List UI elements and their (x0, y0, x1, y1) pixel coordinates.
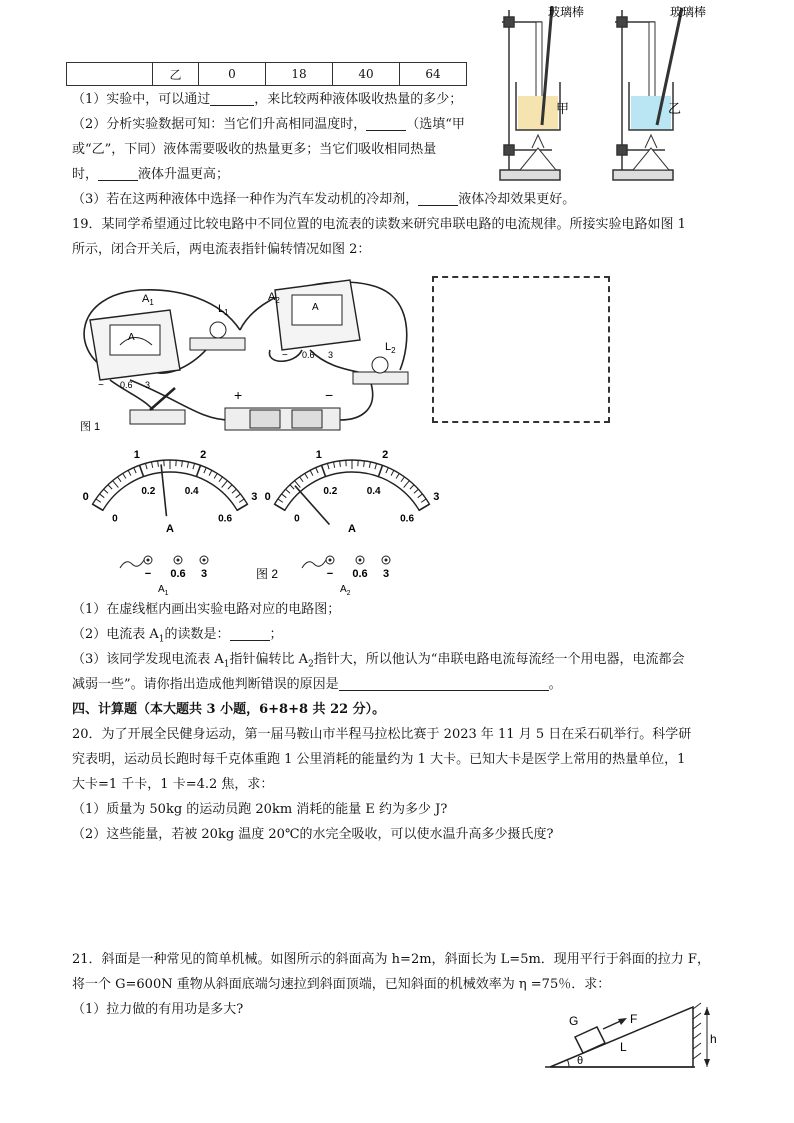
terminal-label: 3 (200, 568, 208, 580)
text: 。 (548, 677, 562, 692)
text: （3）若在这两种液体中选择一种作为汽车发动机的冷却剂， (72, 192, 419, 207)
terminal-label: 0.6 (120, 380, 133, 390)
dial-bottom-label: 0.4 (184, 485, 199, 497)
terminal-label: 0.6 (352, 568, 368, 580)
dial-top-label: 3 (433, 491, 440, 504)
q18-part3 (72, 191, 575, 209)
q21-line2: 将一个 G=600N 重物从斜面底端匀速拉到斜面顶端，已知斜面的机械效率为 η =75％．求： (72, 977, 611, 992)
answer-blank (210, 91, 254, 106)
length-label: L (620, 1040, 627, 1054)
text: ； (269, 627, 283, 642)
q20-line1: 20．为了开展全民健身运动，第一届马鞍山市半程马拉松比赛于 2023 年 11 月 5 日在采石矶举行。科学研 (72, 727, 692, 742)
table-cell: 0 (199, 63, 266, 86)
dial-unit: A (166, 523, 174, 535)
burner-left (520, 135, 556, 170)
dial-top-label: 0 (82, 491, 89, 504)
section-4-heading: 四、计算题（本大题共 3 小题，6+8+8 共 22 分）。 (72, 702, 386, 717)
terminal-label: 3 (328, 350, 334, 360)
dial-bottom-label: 0.2 (141, 485, 156, 497)
incline-figure (545, 1003, 725, 1075)
q21-part1: （1）拉力做的有用功是多大? (72, 1002, 244, 1017)
text: （3）该同学发现电流表 A (72, 652, 224, 667)
q19-line2: 所示，闭合开关后，两电流表指针偏转情况如图 2： (72, 242, 371, 257)
dial-name: $A_1$ (158, 584, 169, 597)
dial-bottom-label: 0.6 (218, 513, 233, 525)
battery (225, 387, 340, 430)
terminal-dot (359, 559, 362, 562)
force-label: F (630, 1012, 638, 1026)
subscript: 1 (158, 634, 165, 645)
terminal-dot (385, 559, 388, 562)
battery-minus: − (325, 387, 334, 403)
terminal-label: 3 (145, 380, 151, 390)
dial-top-label: 1 (133, 448, 140, 461)
q20-part2: （2）这些能量，若被 20kg 温度 20℃的水完全吸收，可以使水温升高多少摄氏度? (72, 827, 554, 842)
dial-top-label: 2 (200, 448, 207, 461)
height-label: h (710, 1032, 717, 1046)
data-table (66, 62, 467, 86)
terminal-label: 3 (382, 568, 390, 580)
rod-label: 玻璃棒 (548, 5, 585, 19)
text: 减弱一些”。请你指出造成他判断错误的原因是 (72, 677, 339, 692)
ammeter-a2 (268, 280, 360, 361)
q19-part2 (72, 626, 283, 649)
dial-bottom-label: 0.4 (366, 485, 381, 497)
q19-line1: 19．某同学希望通过比较电路中不同位置的电流表的读数来研究串联电路的电流规律。所接实验电路如图 1 (72, 217, 686, 232)
text: （2）电流表 A (72, 627, 159, 642)
subscript: 2 (308, 659, 314, 670)
dial-top-label: 0 (264, 491, 271, 504)
q18-part1 (72, 91, 462, 109)
lead-wire (120, 560, 144, 568)
weight-label: G (569, 1014, 579, 1028)
text: 指针大，所以他认为“串联电路电流每流经一个用电器，电流都会 (313, 652, 685, 667)
answer-blank (366, 116, 406, 131)
dial-top-label: 3 (251, 491, 258, 504)
answer-blank (418, 191, 458, 206)
terminal-label: − (326, 568, 334, 580)
table-cell: 64 (400, 63, 467, 86)
wire (310, 350, 370, 375)
l1-label: $L_1$ (218, 303, 229, 317)
text: （选填“甲 (406, 117, 465, 132)
circuit-figure (70, 270, 430, 440)
answer-blank[interactable] (339, 676, 549, 691)
dial-bottom-label: 0 (294, 513, 300, 525)
text: 液体冷却效果更好。 (458, 192, 576, 207)
dial-bottom-label: 0 (112, 513, 118, 525)
q19-part3-cont (72, 676, 562, 694)
terminal-label: 0.6 (170, 568, 186, 580)
text: 指针偏转比 A (229, 652, 309, 667)
table-cell: 40 (333, 63, 400, 86)
text: （1）实验中，可以通过 (72, 92, 211, 107)
subscript: 1 (223, 659, 230, 670)
q18-part2-cont2 (72, 166, 229, 184)
rod-label: 玻璃棒 (670, 5, 707, 19)
q19-part1: （1）在虚线框内画出实验电路对应的电路图； (72, 602, 341, 617)
ammeter-a1 (90, 293, 180, 391)
terminal-dot (177, 559, 180, 562)
dial-name: $A_2$ (340, 584, 351, 597)
answer-blank[interactable] (230, 626, 270, 641)
text: ，来比较两种液体吸收热量的多少； (254, 92, 463, 107)
text: 时， (72, 167, 99, 182)
figure2-caption: 图 2 (256, 567, 279, 581)
dial-bottom-label: 0.2 (323, 485, 338, 497)
q18-part2 (72, 116, 465, 134)
terminal-label: 0.6 (302, 350, 315, 360)
text: 的读数是： (164, 627, 230, 642)
figure1-caption: 图 1 (80, 421, 101, 433)
a1-label: $A_1$ (142, 293, 154, 307)
liquid-jia-label: 甲 (556, 101, 570, 116)
q20-line3: 大卡=1 千卡，1 卡=4.2 焦，求： (72, 777, 274, 792)
table-cell: 乙 (153, 63, 199, 86)
meter-unit: A (128, 332, 135, 343)
dial-a1 (83, 449, 258, 597)
table-row (67, 63, 467, 86)
terminal-dot (147, 559, 150, 562)
terminal-dot (203, 559, 206, 562)
table-cell (67, 63, 153, 86)
terminal-label: − (144, 568, 152, 580)
battery-plus: + (234, 387, 243, 403)
dial-a2 (265, 449, 440, 597)
dial-unit: A (348, 523, 356, 535)
terminal-label: − (282, 350, 288, 361)
liquid-yi-label: 乙 (668, 101, 682, 116)
q19-part3 (72, 651, 684, 674)
q20-line2: 究表明，运动员长跑时每千克体重跑 1 公里消耗的能量约为 1 大卡。已知大卡是医学上常用的热量单位，1 (72, 752, 686, 767)
l2-label: $L_2$ (385, 341, 396, 355)
burner-right (633, 135, 669, 170)
switch (130, 388, 185, 424)
answer-blank (98, 166, 138, 181)
dial-top-label: 1 (315, 448, 322, 461)
q21-line1: 21．斜面是一种常见的简单机械。如图所示的斜面高为 h=2m，斜面长为 L=5m．现用平行于斜面的拉力 F， (72, 952, 710, 967)
dial-top-label: 2 (382, 448, 389, 461)
dial-bottom-label: 0.6 (400, 513, 415, 525)
circuit-answer-box[interactable] (432, 276, 610, 423)
beaker-figure (492, 0, 707, 185)
meter-readings-figure (80, 448, 460, 597)
wire (340, 380, 373, 420)
lead-wire (302, 560, 326, 568)
text: 或“乙”，下同）液体需要吸收的热量更多；当它们吸收相同热量 (72, 142, 437, 157)
terminal-label: − (98, 380, 104, 391)
a2-label: $A_2$ (268, 291, 280, 305)
terminal-dot (329, 559, 332, 562)
bulb-l2 (353, 341, 408, 384)
angle-label: θ (577, 1055, 584, 1067)
text: 液体升温更高； (138, 167, 230, 182)
meter-unit: A (312, 302, 319, 313)
text: （2）分析实验数据可知：当它们升高相同温度时， (72, 117, 367, 132)
q20-part1: （1）质量为 50kg 的运动员跑 20km 消耗的能量 E 约为多少 J? (72, 802, 448, 817)
q18-part2-cont (72, 141, 436, 159)
table-cell: 18 (266, 63, 333, 86)
